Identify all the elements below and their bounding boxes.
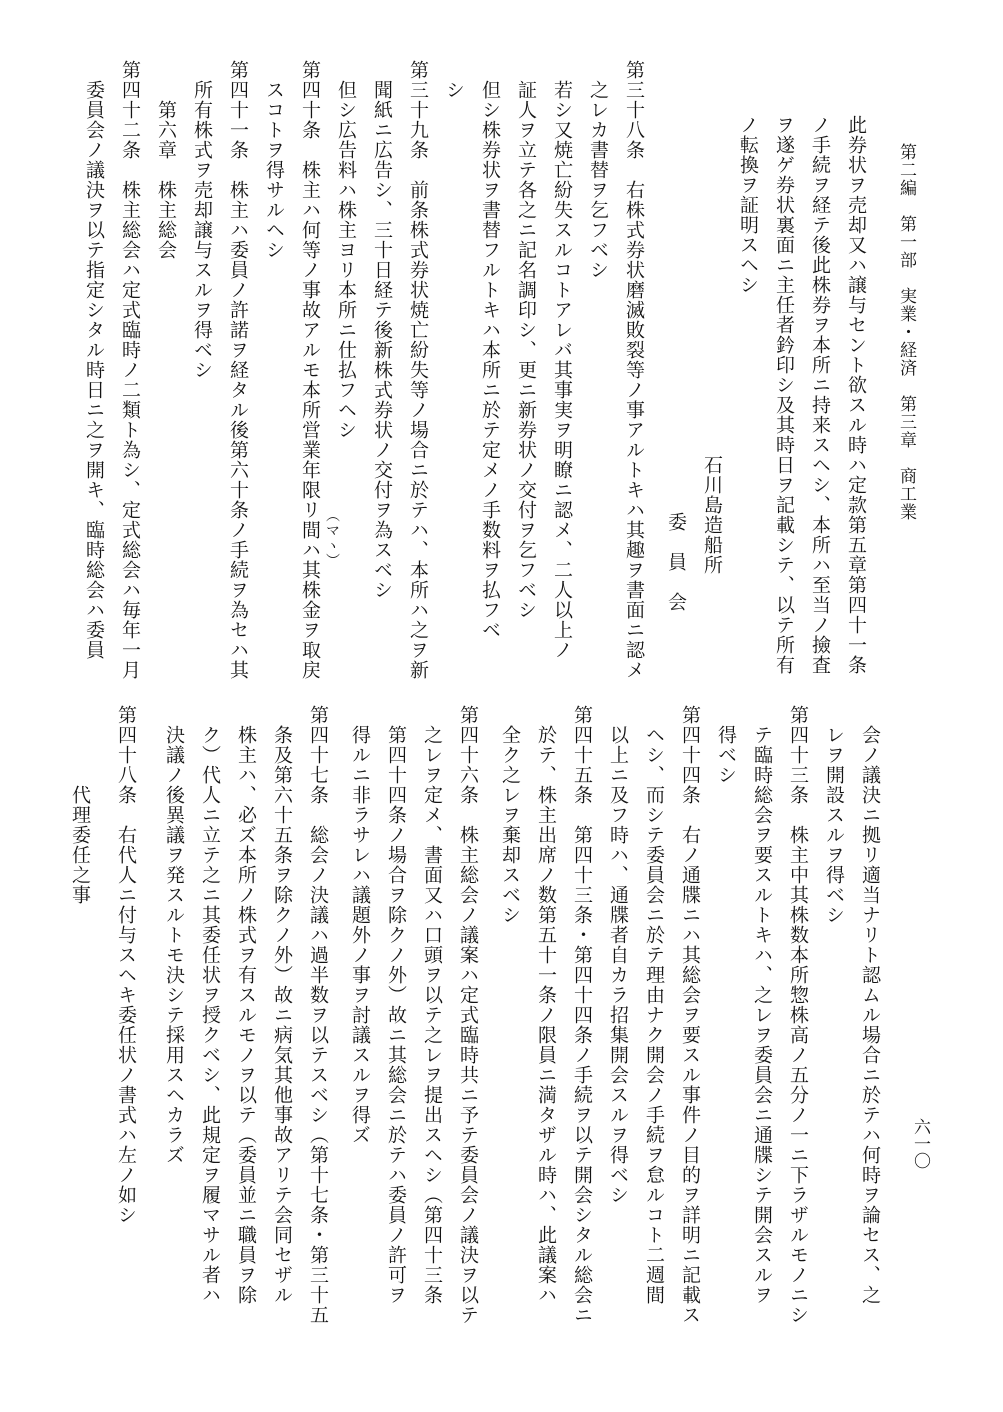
text-column: 聞紙ニ広告シ、三十日経テ後新株式券状ノ交付ヲ為スベシ: [371, 80, 393, 600]
text-column: 株主ハ、必ズ本所ノ株式ヲ有スルモノヲ以テ（委員並ニ職員ヲ除: [235, 725, 257, 1305]
text-column: 得ベシ: [715, 725, 737, 785]
chapter-heading: 第六章 株主総会: [155, 100, 177, 260]
text-column: ヘシ、而シテ委員会ニ於テ理由ナク開会ノ手続ヲ怠ルコト二週間: [643, 725, 665, 1305]
text-column: 所有株式ヲ売却譲与スルヲ得ベシ: [191, 80, 213, 380]
text-column: 之レカ書替ヲ乞フベシ: [587, 80, 609, 280]
text-column: 若シ又焼亡紛失スルコトアレバ其事実ヲ明瞭ニ認メ、二人以上ノ: [551, 80, 573, 660]
text-column: ヲ遂ゲ券状裏面ニ主任者鈐印シ及其時日ヲ記載シテ、以テ所有: [773, 115, 795, 675]
article-heading: 第四十八条 右代人ニ付与スヘキ委任状ノ書式ハ左ノ如シ: [115, 705, 137, 1225]
text-column: 以上ニ及フ時ハ、通牒者自カラ招集開会スルヲ得ベシ: [607, 725, 629, 1205]
page-number: 六一〇: [910, 1118, 930, 1169]
text-column: 此券状ヲ売却又ハ譲与セント欲スル時ハ定款第五章第四十一条: [845, 115, 867, 675]
text-column: 之レヲ定メ、書面又ハ口頭ヲ以テ之レヲ提出スヘシ（第四十三条: [421, 725, 443, 1305]
text-column: レヲ開設スルヲ得ベシ: [823, 725, 845, 925]
text-column: 委員会ノ議決ヲ以テ指定シタル時日ニ之ヲ開キ、臨時総会ハ委員: [83, 80, 105, 660]
text-column: 第四十四条ノ場合ヲ除クノ外）故ニ其総会ニ於テハ委員ノ許可ヲ: [385, 725, 407, 1305]
article-heading: 第四十二条 株主総会ハ定式臨時ノ二類ト為シ、定式総会ハ毎年一月: [119, 60, 141, 680]
signatory-company: 石川島造船所: [701, 455, 723, 575]
article-heading: 第四十五条 第四十三条・第四十四条ノ手続ヲ以テ開会シタル総会ニ: [571, 705, 593, 1325]
article-heading: 第三十八条 右株式券状磨滅敗裂等ノ事アルトキハ其趣ヲ書面ニ認メ: [623, 60, 645, 680]
text-column: 決議ノ後異議ヲ発スルトモ決シテ採用スヘカラズ: [163, 725, 185, 1165]
article-heading: 第三十九条 前条株式券状焼亡紛失等ノ場合ニ於テハ、本所ハ之ヲ新: [407, 60, 429, 680]
text-column: 得ルニ非ラサレハ議題外ノ事ヲ討議スルヲ得ズ: [349, 725, 371, 1145]
text-column: ク）代人ニ立テ之ニ其委任状ヲ授クベシ、此規定ヲ履マサル者ハ: [199, 725, 221, 1305]
text-column: 会ノ議決ニ拠リ適当ナリト認ムル場合ニ於テハ何時ヲ論セス、之: [859, 725, 881, 1305]
article-heading: 第四十一条 株主ハ委員ノ許諾ヲ経タル後第六十条ノ手続ヲ為セハ其: [227, 60, 249, 680]
sic-annotation: （マヽ）: [324, 508, 340, 568]
signatory-committee: 委 員 会: [665, 512, 687, 612]
text-column: スコトヲ得サルヘシ: [263, 80, 285, 260]
text-column: 但シ株券状ヲ書替フルトキハ本所ニ於テ定メノ手数料ヲ払フベ: [479, 80, 501, 640]
article-heading: 第四十四条 右ノ通牒ニハ其総会ヲ要スル事件ノ目的ヲ詳明ニ記載ス: [679, 705, 701, 1325]
article-heading: 第四十条 株主ハ何等ノ事故アルモ本所営業年限リ間ハ其株金ヲ取戻: [299, 60, 321, 680]
article-heading: 第四十六条 株主総会ノ議案ハ定式臨時共ニ予テ委員会ノ議決ヲ以テ: [457, 705, 479, 1325]
text-column: 全ク之レヲ棄却スベシ: [499, 725, 521, 925]
text-column: テ臨時総会ヲ要スルトキハ、之レヲ委員会ニ通牒シテ開会スルヲ: [751, 725, 773, 1305]
running-header: 第二編 第一部 実業・経済 第三章 商工業: [896, 143, 916, 521]
article-heading: 第四十三条 株主中其株数本所惣株高ノ五分ノ一ニ下ラザルモノニシ: [787, 705, 809, 1325]
text-column: 条及第六十五条ヲ除クノ外）故ニ病気其他事故アリテ会同セザル: [271, 725, 293, 1305]
text-column: シ: [443, 80, 465, 100]
form-title: 代理委任之事: [69, 785, 91, 905]
text-column: 証人ヲ立テ各之ニ記名調印シ、更ニ新券状ノ交付ヲ乞フベシ: [515, 80, 537, 620]
text-column: ノ手続ヲ経テ後此株券ヲ本所ニ持来スヘシ、本所ハ至当ノ撿査: [809, 115, 831, 675]
text-column: 但シ広告料ハ株主ヨリ本所ニ仕払フヘシ: [335, 80, 357, 440]
article-heading: 第四十七条 総会ノ決議ハ過半数ヲ以テスベシ（第十七条・第三十五: [307, 705, 329, 1325]
text-column: 於テ、株主出席ノ数第五十一条ノ限員ニ満タザル時ハ、此議案ハ: [535, 725, 557, 1305]
text-column: ノ転換ヲ証明スヘシ: [737, 115, 759, 295]
